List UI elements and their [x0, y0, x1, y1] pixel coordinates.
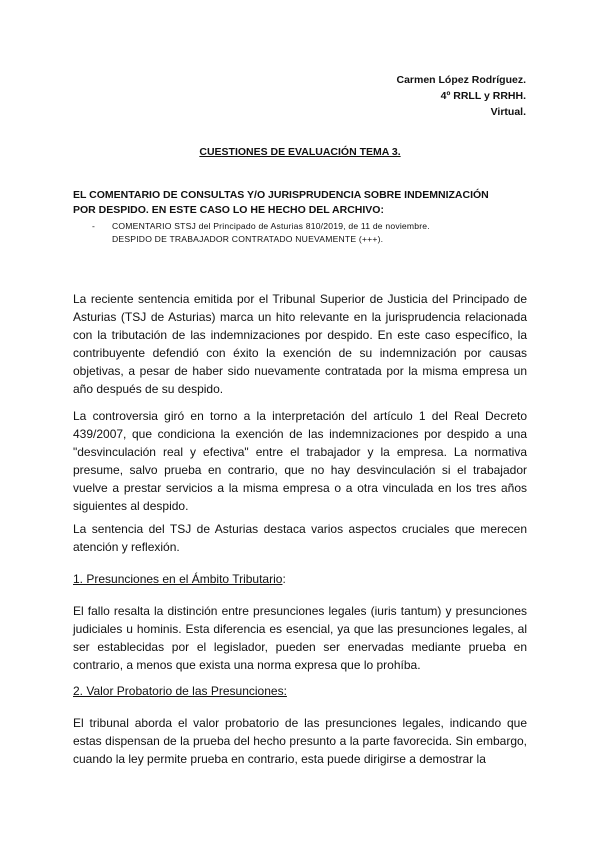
document-title: CUESTIONES DE EVALUACIÓN TEMA 3.: [199, 146, 401, 158]
author-block: [396, 72, 526, 120]
section-heading-valor-probatorio: 2. Valor Probatorio de las Presunciones:: [73, 684, 287, 698]
paragraph-controversy: La controversia giró en torno a la interpretación del artículo 1 del Real Decreto 439/2007, que condiciona la exención de las indemnizaciones por despido a una "desvinculación real y efectiva" entre el trabajador y la empresa. La normativa presume, salvo prueba en contrario, que no hay desvinculación si el trabajador vuelve a prestar servicios a la misma empresa o a otra vinculada en los tres años siguientes al despido.: [73, 409, 527, 513]
paragraph-presunciones: El fallo resalta la distinción entre presunciones legales (iuris tantum) y presunciones judiciales u hominis. Esta diferencia es esencial, ya que las presunciones legales, al ser establecidas por el legislador, pueden ser enervadas mediante prueba en contrario, a menos que exista una norma expresa que lo prohíba.: [73, 604, 527, 672]
author-course: 4º RRLL y RRHH.: [440, 90, 526, 102]
author-name: Carmen López Rodríguez.: [396, 74, 526, 86]
section-heading-presunciones: [73, 570, 533, 588]
paragraph-intro: La reciente sentencia emitida por el Tribunal Superior de Justicia del Principado de Asturias (TSJ de Asturias) marca un hito relevante en la jurisprudencia relacionada con la tributación de las indemnizaciones por despido. En este caso específico, la contribuyente defendió con éxito la exención de su indemnización por causas objetivas, a pesar de haber sido nuevamente contratada por la misma empresa un año después de su despido.: [73, 292, 527, 396]
paragraph-valor-probatorio: El tribunal aborda el valor probatorio de las presunciones legales, indicando que estas dispensan de la prueba del hecho presunto a la parte favorecida. Sin embargo, cuando la ley permite prueba en contrario, esta puede dirigirse a demostrar la: [73, 716, 527, 766]
section-heading-1-text: 1. Presunciones en el Ámbito Tributario: [73, 572, 283, 586]
author-mode: Virtual.: [490, 106, 526, 118]
heading-line-2: POR DESPIDO. EN ESTE CASO LO HE HECHO DEL ARCHIVO:: [73, 204, 384, 216]
section-main-heading: [73, 188, 533, 218]
paragraph-aspects: La sentencia del TSJ de Asturias destaca varios aspectos cruciales que merecen atención y reflexión.: [73, 522, 527, 554]
bullet-dash: -: [92, 221, 96, 231]
bullet-line-2: DESPIDO DE TRABAJADOR CONTRATADO NUEVAMENTE (+++).: [112, 234, 384, 244]
bullet-line-1: COMENTARIO STSJ del Principado de Asturias 810/2019, de 11 de noviembre.: [112, 221, 430, 231]
heading-line-1: EL COMENTARIO DE CONSULTAS Y/O JURISPRUDENCIA SOBRE INDEMNIZACIÓN: [73, 189, 489, 201]
section-heading-1-colon: :: [282, 572, 286, 586]
reference-bullet: [92, 220, 522, 246]
